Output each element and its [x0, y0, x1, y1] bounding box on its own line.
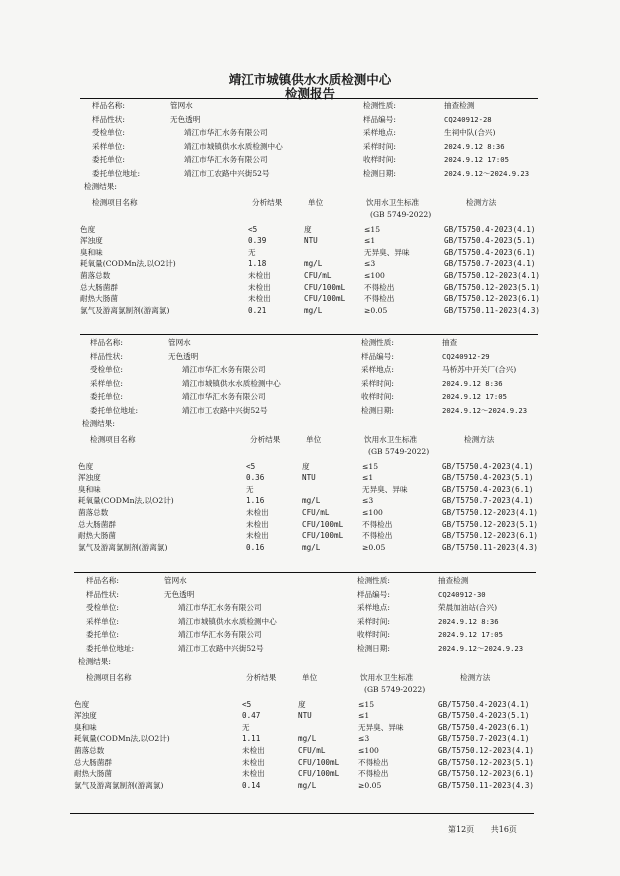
cell-standard: 不得检出: [362, 519, 393, 529]
cell-unit: mg/L: [298, 780, 317, 790]
table-header-unit: 单位: [302, 672, 318, 682]
field-label-client-unit: 受检单位:: [90, 365, 123, 374]
table-header-item: 检测项目名称: [86, 672, 132, 682]
field-value-entrust-unit: 靖江市华汇水务有限公司: [184, 155, 268, 164]
cell-item: 耗氧量(CODMn法,以O2计): [80, 259, 176, 269]
table-header-result: 分析结果: [246, 672, 277, 682]
cell-unit: NTU: [302, 473, 316, 483]
table-header-standard-ref: (GB 5749-2022): [370, 209, 432, 219]
field-value-test-nature: 抽查: [442, 338, 458, 347]
cell-item: 臭和味: [74, 722, 97, 732]
field-value-sampling-unit: 靖江市城镇供水水质检测中心: [182, 378, 281, 388]
cell-standard: ≤15: [358, 699, 375, 709]
cell-result: 0.14: [242, 780, 261, 790]
field-value-sample-no: CQ240912-28: [444, 114, 492, 124]
field-value-sampling-time: 2024.9.12 8:36: [442, 378, 503, 388]
cell-method: GB/T5750.7-2023(4.1): [438, 734, 530, 744]
field-value-sample-state: 无色透明: [164, 589, 195, 599]
cell-standard: ≤3: [364, 259, 376, 269]
cell-standard: ≤100: [362, 507, 383, 517]
cell-item: 总大肠菌群: [80, 282, 118, 292]
field-label-entrust-unit: 委托单位:: [92, 155, 125, 164]
report-section: [80, 101, 560, 341]
cell-standard: ≤100: [364, 270, 385, 280]
cell-standard: 不得检出: [364, 282, 395, 292]
table-header-item: 检测项目名称: [90, 434, 136, 444]
field-value-entrust-address: 靖江市工农路中兴街52号: [178, 643, 264, 653]
field-value-test-nature: 抽查检测: [438, 576, 469, 585]
cell-method: GB/T5750.12-2023(6.1): [444, 294, 541, 304]
field-label-test-date: 检测日期:: [361, 405, 394, 415]
field-label-receive-time: 收样时间:: [363, 155, 396, 164]
cell-method: GB/T5750.11-2023(4.3): [438, 780, 535, 790]
cell-item: 耐热大肠菌: [74, 769, 112, 779]
field-label-sampling-unit: 采样单位:: [90, 378, 123, 388]
table-header-standard-ref: (GB 5749-2022): [368, 446, 430, 456]
field-value-entrust-address: 靖江市工农路中兴街52号: [182, 405, 268, 415]
field-value-sample-state: 无色透明: [168, 351, 199, 361]
cell-result: 无: [246, 484, 254, 494]
cell-standard: ≤100: [358, 745, 379, 755]
field-value-sampling-site: 生祠中队(合兴): [444, 128, 496, 137]
cell-unit: NTU: [304, 236, 318, 246]
cell-unit: NTU: [298, 711, 312, 721]
cell-method: GB/T5750.12-2023(5.1): [442, 519, 539, 529]
field-value-test-nature: 抽查检测: [444, 101, 475, 110]
field-label-test-nature: 检测性质:: [361, 338, 394, 347]
cell-unit: CFU/100mL: [304, 294, 346, 304]
cell-method: GB/T5750.12-2023(4.1): [442, 507, 539, 517]
cell-item: 菌落总数: [80, 270, 111, 280]
results-label: 检测结果:: [78, 657, 111, 666]
table-header-standard-ref: (GB 5749-2022): [364, 684, 426, 694]
cell-item: 耗氧量(CODMn法,以O2计): [74, 734, 170, 744]
cell-result: 无: [242, 722, 250, 732]
field-label-sample-state: 样品性状:: [90, 351, 123, 361]
field-label-receive-time: 收样时间:: [357, 630, 390, 639]
cell-result: 0.47: [242, 711, 261, 721]
cell-item: 臭和味: [78, 484, 101, 494]
cell-result: <5: [242, 699, 252, 709]
cell-unit: mg/L: [302, 542, 321, 552]
cell-result: 1.16: [246, 496, 265, 506]
field-value-sampling-unit: 靖江市城镇供水水质检测中心: [184, 141, 283, 151]
field-label-sampling-time: 采样时间:: [357, 616, 390, 626]
cell-method: GB/T5750.4-2023(6.1): [444, 247, 536, 257]
field-value-entrust-unit: 靖江市华汇水务有限公司: [178, 630, 262, 639]
field-value-receive-time: 2024.9.12 17:05: [442, 392, 507, 401]
cell-item: 色度: [80, 224, 96, 234]
cell-unit: CFU/100mL: [302, 519, 344, 529]
cell-unit: CFU/100mL: [304, 282, 346, 292]
field-label-entrust-unit: 委托单位:: [86, 630, 119, 639]
cell-unit: mg/L: [304, 259, 323, 269]
table-row: [78, 541, 558, 554]
field-label-entrust-address: 委托单位地址:: [86, 643, 135, 653]
cell-method: GB/T5750.11-2023(4.3): [444, 305, 541, 315]
cell-unit: CFU/mL: [298, 745, 326, 755]
cell-item: 浑浊度: [74, 711, 97, 721]
field-label-sample-name: 样品名称:: [90, 338, 123, 347]
cell-method: GB/T5750.12-2023(6.1): [442, 531, 539, 541]
cell-result: 未检出: [242, 769, 265, 779]
field-value-sample-state: 无色透明: [170, 114, 201, 124]
cell-result: 1.18: [248, 259, 267, 269]
table-row: [80, 304, 560, 317]
cell-unit: 度: [304, 224, 312, 234]
cell-standard: ≤15: [362, 461, 379, 471]
cell-result: 未检出: [246, 507, 269, 517]
cell-item: 浑浊度: [80, 236, 103, 246]
field-value-receive-time: 2024.9.12 17:05: [438, 630, 503, 639]
cell-standard: ≤15: [364, 224, 381, 234]
field-label-entrust-address: 委托单位地址:: [92, 168, 141, 178]
field-label-test-date: 检测日期:: [357, 643, 390, 653]
report-title: 靖江市城镇供水水质检测中心: [228, 72, 392, 87]
field-value-sample-name: 管网水: [164, 576, 187, 585]
field-value-client-unit: 靖江市华汇水务有限公司: [182, 365, 266, 374]
cell-item: 氯气及游离氯制剂(游离氯): [80, 305, 170, 315]
field-label-sample-no: 样品编号:: [363, 114, 396, 124]
cell-standard: 无异臭、异味: [362, 484, 408, 494]
cell-item: 耐热大肠菌: [78, 531, 116, 541]
results-label: 检测结果:: [84, 182, 117, 191]
field-value-sampling-unit: 靖江市城镇供水水质检测中心: [178, 616, 277, 626]
field-label-sample-no: 样品编号:: [357, 589, 390, 599]
field-value-entrust-unit: 靖江市华汇水务有限公司: [182, 392, 266, 401]
cell-item: 浑浊度: [78, 473, 101, 483]
cell-unit: CFU/100mL: [298, 769, 340, 779]
table-header-unit: 单位: [308, 197, 324, 207]
field-label-sampling-time: 采样时间:: [361, 378, 394, 388]
field-label-test-date: 检测日期:: [363, 168, 396, 178]
top-divider: [80, 98, 538, 99]
field-label-sampling-unit: 采样单位:: [86, 616, 119, 626]
cell-method: GB/T5750.4-2023(5.1): [444, 236, 536, 246]
cell-method: GB/T5750.4-2023(4.1): [438, 699, 530, 709]
cell-standard: ≤1: [364, 236, 376, 246]
cell-method: GB/T5750.11-2023(4.3): [442, 542, 539, 552]
cell-result: 0.16: [246, 542, 265, 552]
field-label-entrust-address: 委托单位地址:: [90, 405, 139, 415]
cell-item: 菌落总数: [78, 507, 109, 517]
cell-method: GB/T5750.12-2023(4.1): [438, 745, 535, 755]
field-label-entrust-unit: 委托单位:: [90, 392, 123, 401]
field-value-sampling-time: 2024.9.12 8:36: [444, 141, 505, 151]
field-value-sample-name: 管网水: [170, 101, 193, 110]
page-total: 共16页: [490, 825, 517, 834]
field-value-receive-time: 2024.9.12 17:05: [444, 155, 509, 164]
cell-item: 色度: [74, 699, 90, 709]
cell-unit: CFU/mL: [302, 507, 330, 517]
field-value-test-date: 2024.9.12～2024.9.23: [444, 168, 530, 178]
cell-standard: 不得检出: [364, 294, 395, 304]
cell-unit: mg/L: [302, 496, 321, 506]
field-label-sample-name: 样品名称:: [92, 101, 125, 110]
cell-method: GB/T5750.12-2023(5.1): [444, 282, 541, 292]
field-value-client-unit: 靖江市华汇水务有限公司: [178, 603, 262, 612]
table-header-item: 检测项目名称: [92, 197, 138, 207]
field-value-sampling-time: 2024.9.12 8:36: [438, 616, 499, 626]
cell-result: 未检出: [248, 282, 271, 292]
field-value-sample-name: 管网水: [168, 338, 191, 347]
cell-standard: 不得检出: [358, 757, 389, 767]
cell-result: <5: [246, 461, 256, 471]
cell-method: GB/T5750.4-2023(5.1): [442, 473, 534, 483]
table-header-standard: 饮用水卫生标准: [366, 197, 420, 207]
results-label: 检测结果:: [82, 419, 115, 428]
cell-standard: 不得检出: [358, 769, 389, 779]
cell-standard: 无异臭、异味: [358, 722, 404, 732]
field-label-client-unit: 受检单位:: [92, 128, 125, 137]
cell-item: 氯气及游离氯制剂(游离氯): [78, 542, 168, 552]
cell-unit: mg/L: [304, 305, 323, 315]
table-header-method: 检测方法: [464, 434, 495, 444]
field-label-receive-time: 收样时间:: [361, 392, 394, 401]
table-header-unit: 单位: [306, 434, 322, 444]
field-label-test-nature: 检测性质:: [357, 576, 390, 585]
cell-result: 未检出: [248, 270, 271, 280]
field-value-entrust-address: 靖江市工农路中兴街52号: [184, 168, 270, 178]
cell-result: 无: [248, 247, 256, 257]
field-label-sample-state: 样品性状:: [86, 589, 119, 599]
field-label-sample-name: 样品名称:: [86, 576, 119, 585]
report-section: [78, 338, 558, 578]
table-header-method: 检测方法: [466, 197, 497, 207]
cell-item: 菌落总数: [74, 745, 105, 755]
cell-item: 耗氧量(CODMn法,以O2计): [78, 496, 174, 506]
cell-item: 耐热大肠菌: [80, 294, 118, 304]
cell-standard: 不得检出: [362, 531, 393, 541]
field-value-test-date: 2024.9.12～2024.9.23: [438, 643, 524, 653]
cell-unit: mg/L: [298, 734, 317, 744]
cell-standard: ≤1: [362, 473, 374, 483]
cell-unit: 度: [298, 699, 306, 709]
cell-standard: ≤3: [358, 734, 370, 744]
cell-unit: 度: [302, 461, 310, 471]
cell-result: 未检出: [242, 745, 265, 755]
field-label-test-nature: 检测性质:: [363, 101, 396, 110]
field-value-client-unit: 靖江市华汇水务有限公司: [184, 128, 268, 137]
cell-method: GB/T5750.4-2023(5.1): [438, 711, 530, 721]
cell-result: 0.36: [246, 473, 265, 483]
cell-standard: ≥0.05: [362, 542, 386, 552]
field-label-sampling-site: 采样地点:: [361, 365, 394, 374]
field-value-test-date: 2024.9.12～2024.9.23: [442, 405, 528, 415]
field-label-sampling-unit: 采样单位:: [92, 141, 125, 151]
cell-method: GB/T5750.4-2023(4.1): [444, 224, 536, 234]
cell-standard: 无异臭、异味: [364, 247, 410, 257]
cell-result: 0.39: [248, 236, 267, 246]
field-value-sample-no: CQ240912-30: [438, 589, 486, 599]
cell-method: GB/T5750.12-2023(6.1): [438, 769, 535, 779]
table-row: [74, 779, 554, 792]
cell-method: GB/T5750.7-2023(4.1): [442, 496, 534, 506]
field-value-sampling-site: 荣晨加油站(合兴): [438, 603, 498, 612]
cell-result: 未检出: [246, 519, 269, 529]
table-header-method: 检测方法: [460, 672, 491, 682]
cell-result: 1.11: [242, 734, 261, 744]
cell-item: 臭和味: [80, 247, 103, 257]
cell-standard: ≥0.05: [364, 305, 388, 315]
cell-result: 未检出: [248, 294, 271, 304]
table-header-standard: 饮用水卫生标准: [364, 434, 418, 444]
cell-method: GB/T5750.7-2023(4.1): [444, 259, 536, 269]
cell-result: 未检出: [242, 757, 265, 767]
cell-result: <5: [248, 224, 258, 234]
cell-standard: ≤1: [358, 711, 370, 721]
cell-result: 0.21: [248, 305, 267, 315]
field-label-sampling-site: 采样地点:: [357, 603, 390, 612]
cell-item: 氯气及游离氯制剂(游离氯): [74, 780, 164, 790]
cell-method: GB/T5750.12-2023(5.1): [438, 757, 535, 767]
table-header-result: 分析结果: [250, 434, 281, 444]
cell-result: 未检出: [246, 531, 269, 541]
table-header-standard: 饮用水卫生标准: [360, 672, 414, 682]
page-footer: [448, 824, 531, 835]
page-number: 第12页: [448, 825, 475, 834]
field-label-client-unit: 受检单位:: [86, 603, 119, 612]
cell-standard: ≤3: [362, 496, 374, 506]
field-label-sampling-site: 采样地点:: [363, 128, 396, 137]
cell-standard: ≥0.05: [358, 780, 382, 790]
cell-item: 总大肠菌群: [74, 757, 112, 767]
table-header-result: 分析结果: [252, 197, 283, 207]
cell-method: GB/T5750.12-2023(4.1): [444, 270, 541, 280]
report-subtitle: 检测报告: [284, 86, 335, 101]
field-value-sample-no: CQ240912-29: [442, 351, 490, 361]
field-label-sampling-time: 采样时间:: [363, 141, 396, 151]
report-section: [74, 576, 554, 816]
cell-method: GB/T5750.4-2023(4.1): [442, 461, 534, 471]
field-label-sample-no: 样品编号:: [361, 351, 394, 361]
cell-unit: CFU/100mL: [302, 531, 344, 541]
field-value-sampling-site: 马桥苏中开关厂(合兴): [442, 365, 517, 374]
cell-item: 总大肠菌群: [78, 519, 116, 529]
cell-unit: CFU/100mL: [298, 757, 340, 767]
field-label-sample-state: 样品性状:: [92, 114, 125, 124]
cell-item: 色度: [78, 461, 94, 471]
cell-method: GB/T5750.4-2023(6.1): [442, 484, 534, 494]
cell-method: GB/T5750.4-2023(6.1): [438, 722, 530, 732]
cell-unit: CFU/mL: [304, 270, 332, 280]
